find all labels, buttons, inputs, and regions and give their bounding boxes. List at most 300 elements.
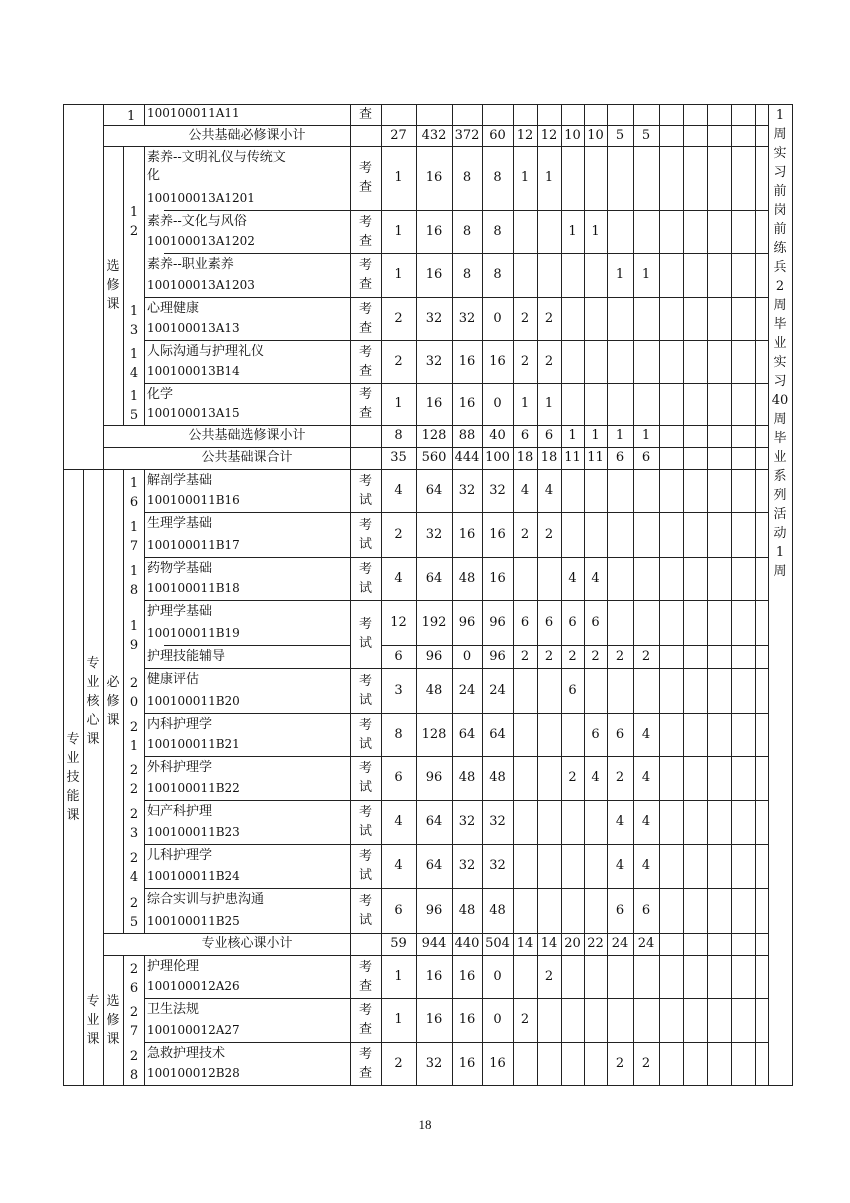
course-name: 心理健康: [147, 301, 200, 316]
course-name: 人际沟通与护理礼仪: [147, 344, 265, 359]
value-cell: 4: [568, 570, 577, 586]
course-code: 100100013A15: [147, 406, 240, 420]
assessment-method: 考试: [358, 761, 372, 795]
col-line: [537, 104, 538, 126]
value-cell: 64: [458, 726, 476, 742]
value-cell: 96: [489, 614, 506, 630]
col-line: [731, 425, 732, 448]
col-line: [144, 469, 145, 934]
col-line: [707, 425, 708, 448]
value-cell: 4: [394, 482, 403, 498]
value-cell: 40: [489, 428, 506, 443]
value-cell: 24: [611, 936, 629, 951]
assessment-method: 考查: [358, 1046, 372, 1081]
page-number: 18: [418, 1117, 432, 1132]
course-number: 28: [129, 1048, 139, 1083]
value-cell: 6: [641, 902, 651, 918]
course-code: 100100012A26: [147, 979, 240, 993]
value-cell: 1: [568, 428, 577, 443]
value-cell: 48: [489, 902, 506, 918]
value-cell: 1: [394, 968, 403, 984]
col-line: [144, 146, 145, 426]
value-cell: 1: [520, 396, 530, 411]
col-line: [350, 125, 351, 147]
group-label: 专业核心课: [86, 655, 100, 747]
value-cell: 16: [458, 1055, 476, 1071]
assessment-method: 考试: [358, 805, 372, 839]
course-name: 素养--文化与风俗: [147, 214, 247, 229]
col-line: [659, 104, 660, 126]
value-cell: 2: [568, 648, 577, 664]
value-cell: 4: [641, 858, 651, 873]
course-number: 19: [129, 619, 139, 653]
value-cell: 11: [564, 450, 581, 465]
value-cell: 0: [493, 396, 502, 411]
course-code: 100100011B22: [147, 781, 240, 795]
value-cell: 6: [544, 428, 554, 443]
assessment-method: 考查: [358, 387, 372, 421]
col-line: [731, 447, 732, 470]
group-line: [123, 146, 124, 426]
value-cell: 1: [394, 1012, 403, 1027]
value-cell: 128: [421, 428, 447, 443]
col-line: [707, 447, 708, 470]
value-cell: 5: [615, 127, 625, 143]
col-line: [707, 933, 708, 956]
col-line: [633, 104, 634, 126]
col-line: [607, 104, 608, 126]
value-cell: 4: [544, 482, 554, 498]
value-cell: 2: [520, 526, 530, 542]
col-line: [584, 146, 585, 426]
course-number: 1: [127, 109, 136, 124]
value-cell: 8: [493, 267, 502, 282]
value-cell: 24: [637, 936, 655, 951]
col-line: [683, 425, 684, 448]
value-cell: 16: [425, 267, 443, 282]
value-cell: 0: [493, 310, 502, 326]
col-line: [350, 425, 351, 470]
value-cell: 372: [454, 127, 480, 143]
col-line: [659, 125, 660, 147]
value-cell: 2: [615, 648, 625, 664]
value-cell: 96: [425, 902, 443, 918]
value-cell: 16: [425, 223, 443, 239]
value-cell: 10: [564, 127, 581, 143]
col-line: [755, 469, 756, 934]
subtotal-label: 专业核心课小计: [201, 936, 293, 951]
value-cell: 32: [425, 1055, 443, 1071]
side-column-line: [768, 104, 769, 1086]
col-line: [584, 104, 585, 126]
assessment-method: 考试: [358, 617, 372, 651]
course-number: 22: [129, 763, 139, 797]
assessment-method: 考查: [358, 161, 372, 195]
value-cell: 6: [520, 428, 530, 443]
value-cell: 560: [421, 450, 447, 465]
value-cell: 2: [544, 353, 554, 369]
value-cell: 1: [394, 170, 403, 185]
col-line: [731, 146, 732, 426]
assessment-method: 考查: [358, 301, 372, 336]
course-code: 100100011B20: [147, 694, 240, 708]
col-line: [659, 955, 660, 1086]
value-cell: 2: [520, 353, 530, 369]
value-cell: 24: [489, 682, 506, 698]
value-cell: 1: [615, 267, 625, 282]
course-number: 15: [129, 389, 139, 423]
col-line: [584, 469, 585, 934]
value-cell: 1: [544, 170, 554, 185]
col-line: [755, 425, 756, 448]
value-cell: 2: [394, 353, 403, 369]
value-cell: 32: [425, 353, 443, 369]
value-cell: 32: [489, 814, 506, 829]
value-cell: 16: [489, 570, 506, 586]
value-cell: 1: [568, 223, 577, 239]
value-cell: 59: [390, 936, 407, 951]
value-cell: 8: [493, 223, 502, 239]
col-line: [561, 955, 562, 1086]
group-line: [123, 955, 124, 1086]
value-cell: 32: [458, 814, 476, 829]
course-name: 素养--职业素养: [147, 257, 234, 272]
col-line: [659, 447, 660, 470]
course-number: 24: [129, 851, 139, 885]
value-cell: 27: [390, 127, 407, 143]
value-cell: 1: [544, 396, 554, 411]
col-line: [731, 104, 732, 126]
value-cell: 128: [421, 726, 447, 742]
value-cell: 4: [641, 814, 651, 829]
value-cell: 2: [520, 310, 530, 326]
value-cell: 32: [458, 310, 476, 326]
value-cell: 1: [394, 267, 403, 282]
group-line: [123, 469, 124, 934]
value-cell: 1: [394, 396, 403, 411]
col-line: [731, 955, 732, 1086]
course-name: 外科护理学: [147, 760, 213, 775]
value-cell: 18: [540, 450, 558, 465]
assessment-method: 考试: [358, 517, 372, 552]
table-right-border: [792, 104, 793, 1086]
col-line: [659, 146, 660, 426]
assessment-method: 考试: [358, 473, 372, 508]
value-cell: 6: [615, 450, 625, 465]
value-cell: 64: [425, 858, 443, 873]
course-code: 100100013A1201: [147, 191, 255, 205]
col-line: [731, 933, 732, 956]
value-cell: 100: [485, 450, 510, 465]
value-cell: 8: [493, 170, 502, 185]
assessment-method: 考试: [358, 717, 372, 752]
group-label: 必修课: [106, 674, 120, 728]
col-line: [755, 104, 756, 126]
col-line: [144, 104, 145, 126]
course-name: 护理伦理: [147, 959, 200, 974]
value-cell: 0: [462, 648, 472, 664]
course-schedule-table: [63, 104, 792, 1085]
value-cell: 944: [421, 936, 447, 951]
value-cell: 1: [641, 267, 651, 282]
value-cell: 14: [540, 936, 558, 951]
value-cell: 5: [641, 127, 651, 143]
col-line: [683, 447, 684, 470]
value-cell: 96: [489, 648, 506, 664]
side-note: 1周 实习前岗前练兵2周 毕业实习40周 毕业系列活动1周: [771, 108, 789, 579]
course-code: 100100011B16: [147, 493, 240, 507]
value-cell: 10: [587, 127, 604, 143]
course-number: 20: [129, 675, 139, 710]
course-name: 妇产科护理: [147, 804, 213, 819]
value-cell: 16: [458, 526, 476, 542]
value-cell: 2: [394, 526, 403, 542]
value-cell: 2: [544, 968, 554, 984]
value-cell: 504: [485, 936, 510, 951]
value-cell: 96: [425, 648, 443, 664]
value-cell: 96: [425, 770, 443, 785]
value-cell: 16: [458, 1012, 476, 1027]
value-cell: 6: [394, 902, 403, 918]
value-cell: 2: [615, 770, 625, 785]
col-line: [707, 469, 708, 934]
col-line: [683, 146, 684, 426]
course-code: 100100013A13: [147, 321, 240, 335]
course-number: 12: [129, 204, 139, 239]
group-label: 选修课: [106, 259, 120, 312]
value-cell: 48: [458, 570, 476, 586]
value-cell: 2: [615, 1055, 625, 1071]
course-code: 100100011B23: [147, 825, 240, 839]
value-cell: 60: [489, 127, 506, 143]
col-line: [683, 104, 684, 126]
value-cell: 32: [425, 310, 443, 326]
col-line: [381, 104, 382, 126]
course-name: 卫生法规: [147, 1002, 200, 1017]
course-code: 100100012A27: [147, 1023, 240, 1037]
value-cell: 32: [489, 482, 506, 498]
value-cell: 6: [591, 726, 600, 742]
value-cell: 8: [394, 428, 403, 443]
value-cell: 48: [489, 770, 506, 785]
course-code: 100100013B14: [147, 364, 240, 378]
value-cell: 88: [458, 428, 476, 443]
course-code: 100100011B18: [147, 581, 240, 595]
subtotal-label: 公共基础必修课小计: [188, 127, 306, 143]
course-name: 解剖学基础: [147, 473, 213, 488]
value-cell: 1: [520, 170, 530, 185]
value-cell: 2: [520, 1012, 530, 1027]
assessment-method: 考查: [358, 258, 372, 292]
course-name: 化学: [147, 387, 174, 402]
value-cell: 2: [568, 770, 577, 785]
col-line: [755, 955, 756, 1086]
assessment-method: 考查: [358, 214, 372, 249]
value-cell: 440: [454, 936, 480, 951]
value-cell: 8: [462, 223, 472, 239]
value-cell: 16: [425, 396, 443, 411]
value-cell: 64: [425, 570, 443, 586]
assessment-method: 考试: [358, 673, 372, 708]
value-cell: 16: [489, 526, 506, 542]
subtotal-label: 公共基础选修课小计: [188, 428, 306, 443]
course-code: 100100013A1203: [147, 278, 255, 292]
course-name: 儿科护理学: [147, 848, 213, 863]
col-line: [683, 469, 684, 934]
col-line: [561, 104, 562, 126]
value-cell: 12: [516, 127, 534, 143]
course-code: 100100011B24: [147, 869, 240, 883]
value-cell: 6: [641, 450, 651, 465]
value-cell: 8: [462, 267, 472, 282]
assessment-method: 考查: [358, 344, 372, 379]
col-line: [707, 104, 708, 126]
value-cell: 2: [544, 526, 554, 542]
course-name: 急救护理技术: [147, 1046, 226, 1061]
value-cell: 18: [516, 450, 534, 465]
course-number: 16: [129, 475, 139, 510]
col-line: [350, 933, 351, 956]
value-cell: 64: [425, 814, 443, 829]
value-cell: 6: [615, 902, 625, 918]
value-cell: 1: [394, 223, 403, 239]
col-line: [659, 933, 660, 956]
value-cell: 6: [568, 614, 577, 630]
value-cell: 1: [591, 223, 600, 239]
value-cell: 48: [458, 902, 476, 918]
value-cell: 16: [458, 353, 476, 369]
value-cell: 1: [641, 428, 651, 443]
assessment-method: 查: [358, 107, 372, 122]
course-name: 药物学基础: [147, 561, 213, 576]
col-line: [144, 955, 145, 1086]
assessment-method: 考试: [358, 849, 372, 883]
value-cell: 32: [458, 858, 476, 873]
value-cell: 444: [454, 450, 480, 465]
col-line: [683, 125, 684, 147]
value-cell: 35: [390, 450, 407, 465]
course-number: 14: [129, 346, 139, 381]
col-line: [731, 469, 732, 934]
course-number: 17: [129, 519, 139, 554]
value-cell: 64: [425, 482, 443, 498]
col-line: [482, 104, 483, 126]
value-cell: 6: [591, 614, 600, 630]
value-cell: 32: [458, 482, 476, 498]
col-line: [452, 104, 453, 126]
value-cell: 20: [564, 936, 581, 951]
value-cell: 4: [615, 858, 625, 873]
value-cell: 6: [544, 614, 554, 630]
course-number: 25: [129, 895, 139, 930]
value-cell: 2: [544, 310, 554, 326]
value-cell: 2: [641, 1055, 651, 1071]
col-line: [707, 146, 708, 426]
course-number: 23: [129, 807, 139, 841]
col-line: [755, 933, 756, 956]
col-line: [659, 469, 660, 934]
value-cell: 6: [568, 682, 577, 698]
value-cell: 4: [615, 814, 625, 829]
value-cell: 16: [425, 968, 443, 984]
col-line: [683, 933, 684, 956]
col-line: [561, 146, 562, 426]
value-cell: 48: [425, 682, 443, 698]
assessment-method: 考查: [358, 1003, 372, 1037]
value-cell: 4: [394, 570, 403, 586]
course-code: 100100011B19: [147, 626, 240, 640]
value-cell: 2: [591, 648, 600, 664]
subtotal-label: 公共基础课合计: [201, 450, 293, 465]
course-name: 内科护理学: [147, 717, 213, 732]
value-cell: 6: [394, 770, 403, 785]
course-name: 综合实训与护患沟通: [147, 892, 265, 907]
value-cell: 4: [394, 858, 403, 873]
value-cell: 32: [425, 526, 443, 542]
col-line: [683, 955, 684, 1086]
value-cell: 12: [540, 127, 558, 143]
course-name: 素养--文明礼仪与传统文化: [147, 150, 286, 183]
value-cell: 16: [489, 353, 506, 369]
value-cell: 4: [591, 770, 600, 785]
course-name: 健康评估: [147, 672, 200, 687]
assessment-method: 考试: [358, 893, 372, 928]
value-cell: 2: [394, 310, 403, 326]
value-cell: 192: [421, 614, 447, 630]
value-cell: 16: [425, 1012, 443, 1027]
value-cell: 432: [421, 127, 447, 143]
value-cell: 1: [591, 428, 600, 443]
value-cell: 2: [520, 648, 530, 664]
value-cell: 96: [458, 614, 476, 630]
value-cell: 22: [587, 936, 604, 951]
course-number: 27: [129, 1005, 139, 1039]
value-cell: 11: [587, 450, 604, 465]
col-line: [416, 104, 417, 126]
course-number: 26: [129, 961, 139, 996]
col-line: [731, 125, 732, 147]
col-line: [707, 125, 708, 147]
value-cell: 4: [394, 814, 403, 829]
value-cell: 16: [489, 1055, 506, 1071]
group-label: 专业课: [86, 993, 100, 1047]
group-label: 专业技能课: [66, 731, 80, 823]
value-cell: 3: [394, 682, 403, 698]
course-code: 100100011B21: [147, 737, 240, 751]
value-cell: 14: [516, 936, 534, 951]
value-cell: 6: [394, 648, 403, 664]
col-line: [584, 955, 585, 1086]
value-cell: 2: [641, 648, 651, 664]
value-cell: 16: [458, 396, 476, 411]
assessment-method: 考试: [358, 561, 372, 596]
col-line: [707, 955, 708, 1086]
value-cell: 4: [591, 570, 600, 586]
col-line: [513, 104, 514, 126]
course-number: 18: [129, 563, 139, 598]
value-cell: 12: [390, 614, 407, 630]
value-cell: 8: [462, 170, 472, 185]
value-cell: 0: [493, 1012, 502, 1027]
course-code: 100100013A1202: [147, 234, 255, 248]
value-cell: 4: [520, 482, 530, 498]
value-cell: 4: [641, 726, 651, 742]
col-line: [755, 125, 756, 147]
value-cell: 24: [458, 682, 476, 698]
course-code: 100100011B25: [147, 914, 240, 928]
course-name: 生理学基础: [147, 516, 213, 531]
value-cell: 6: [615, 726, 625, 742]
